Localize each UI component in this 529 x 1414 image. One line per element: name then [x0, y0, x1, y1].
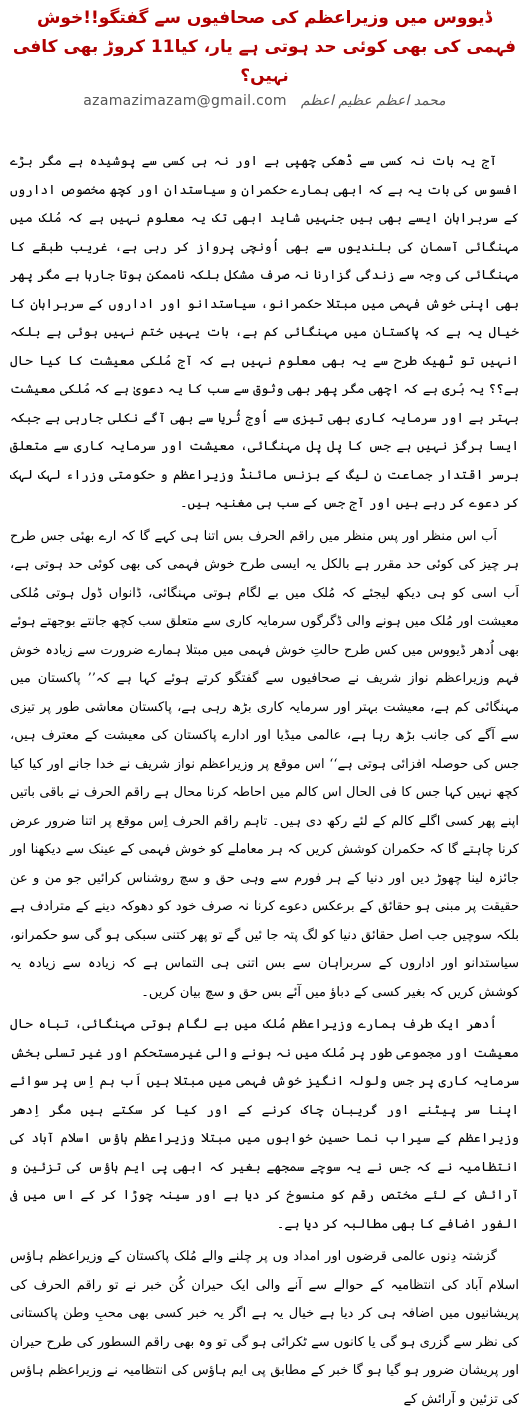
- author-name: محمد اعظم عظیم اعظم: [300, 93, 446, 109]
- article-paragraph: آج یہ بات نہ کسی سے ڈھکی چھپی ہے اور نہ ہی کسی سے پوشیدہ ہے مگر بڑے افسوس کی بات یہ ہے کہ ابھی ہمارے حکمران و سیاستدان اور کچھ مخصوص اداروں کے سربراہان ایسے بھی ہیں جنہیں شاید ابھی تک یہ معلوم نہیں ہے کہ مُلک میں مہنگائی آسمان کی بلندیوں سے بھی اُونچی پرواز کر رہی ہے، غریب طبقے کا مہنگائی کی وجہ سے زندگی گزارنا نہ صرف مشکل بلکہ ناممکن ہوتا جارہا ہے مگر پھر بھی اپنی خوش فہمی میں مبتلا حکمرانو، سیاستدانو اور اداروں کے سربراہان کا خیال یہ ہے کہ پاکستان میں مہنگائی کم ہے، بات یہیں ختم نہیں ہوئی ہے بلکہ انہیں تو ٹھیک طرح سے یہ بھی معلوم نہیں ہے کہ آج مُلکی معیشت کا کیا حال ہے؟؟ یہ بُری ہے کہ اچھی مگر پھر بھی وثوق سے سب کا یہ دعویٰ ہے کہ مُلکی معیشت بہتر ہے اور سرمایہ کاری بھی تیزی سے اُوج ثُریا سے بھی آگے نکلی جارہی ہے جبکہ ایسا ہرگز نہیں ہے جس کا پل پل مہنگائی، معیشت اور سرمایہ کاری سے متعلق برسر اقتدار جماعت ن لیگ کے بزنس مائنڈ وزیراعظم و حکومتی وزراء لہک لہک کر دعوے کر رہے ہیں اور آج جس کے سب ہی مغنیہ ہیں۔: [10, 154, 519, 511]
- article-headline: ڈیووس میں وزیراعظم کی صحافیوں سے گفتگو!!خوش فہمی کی بھی کوئی حد ہوتی ہے یار، کیا11 کروڑ بھی کافی نہیں؟: [12, 8, 517, 86]
- article-paragraph: اَب اس منظر اور پس منظر میں راقم الحرف بس اتنا ہی کہے گا کہ ارے بھئی جس طرح ہر چیز کی کوئی حد مقرر ہے بالکل یہ ایسی طرح خوش فہمی کی بھی کوئی حد ہوتی ہے، اَب اسی کو ہی دیکھ لیجئے کہ مُلک میں بے لگام ہوتی مہنگائی، ڈانواں ڈول ہوتی مُلکی معیشت اور مُلک میں ہونے والی ڈگرگوں سرمایہ کاری سے متعلق سب کچھ جانتے بوجھتے ہوئے بھی اُدھر ڈیووس میں کس طرح حالتِ خوش فہمی میں مبتلا ہمارے ضرورت سے زیادہ خوش فہم وزیراعظم نواز شریف نے صحافیوں سے گفتگو کرتے ہوئے کہا ہے کہ’’ پاکستان میں مہنگائی کم ہے، معیشت بہتر اور سرمایہ کاری بڑھ رہی ہے، پاکستان معاشی طور پر تیزی سے آگے کی جانب بڑھ رہا ہے، عالمی میڈیا اور ادارے پاکستان کی معیشت کے معترف ہیں، جس کی حوصلہ افزائی ہوتی ہے‘‘ اس موقع پر وزیراعظم نواز شریف نے خدا جانے اور کیا کیا کچھ نہیں کہا جس کا فی الحال اس کالم میں احاطہ کرنا محال ہے راقم الحرف نے باقی باتیں اپنے پھر کسی اگلے کالم کے لئے رکھ دی ہیں۔ تاہم راقم الحرف اِس موقع پر اتنا ضرور عرض کرنا چاہتے گا کہ حکمران کوشش کریں کہ ہر معاملے کو خوش فہمی کے عینک سے دیکھنا اور جائزہ لینا چھوڑ دیں اور دنیا کے ہر فورم سے وہی حق و سچ روشناس کرائیں جو من و عن حقیقت پر مبنی ہو حقائق کے برعکس دعوے کرنا نہ صرف خود کو دھوکہ دینے کے مترادف ہے بلکہ سوچیں جب اصل حقائق دنیا کو لگ پتہ جا ئیں گے تو پھر کتنی سبکی ہو گی سو حکمرانو، سیاستدانو اور اداروں کے سربراہان سے بس اتنی ہی التماس ہے کہ زیادہ سے زیادہ یہ کوشش کریں کہ بغیر کسی کے دباؤ میں آئے بس حق و سچ بیان کریں۔: [10, 528, 519, 1000]
- article-paragraph: گزشتہ دِنوں عالمی قرضوں اور امداد وں پر چلنے والے مُلک پاکستان کے وزیراعظم ہاؤس اسلام آباد کی انتظامیہ کے حوالے سے آنے والی ایک حیران کُن خبر نے تو راقم الحرف کی پریشانیوں میں اضافہ ہی کر دیا ہے خیال یہ ہے اگر یہ خبر کسی بھی محبِ وطن پاکستانی کی نظر سے گزری ہو گی یا کانوں سے ٹکرائی ہو گی تو وہ بھی راقم السطور کی طرح حیران اور پریشان ضرور ہو گیا ہو گا خبر کے مطابق پی ایم ہاؤس کی انتظامیہ نے وزیراعظم ہاؤس کی تزئین و آرائش کے: [10, 1249, 519, 1407]
- article-body: [10, 148, 519, 1407]
- author-email: azamazimazam@gmail.com: [83, 93, 287, 109]
- article-paragraph: اُدھر ایک طرف ہمارے وزیراعظم مُلک میں بے لگام ہوتی مہنگائی، تباہ حال معیشت اور مجموعی طور پر مُلک میں نہ ہونے والی غیرمستحکم اور غیر تسلی بخش سرمایہ کاری پر جس ولولہ انگیز خوش فہمی میں مبتلا ہیں اَب ہم اِس پر سوائے اپنا سر پیٹنے اور گریبان چاک کرنے کے اور کیا کر سکتے ہیں مگر اِدھر وزیراعظم کے سیراب نما حسین خوابوں میں مبتلا وزیراعظم ہاؤس اسلام آباد کی انتظامیہ نے کہ جس نے یہ سوچے سمجھے بغیر کہ ابھی پی ایم ہاؤس کی تزئین و آرائش کے لئے مختص رقم کو منسوخ کر دیا ہے اور سینہ چوڑا کر کے اس میں فی الفور اضافے کا بھی مطالبہ کر دیا ہے۔: [10, 1017, 519, 1232]
